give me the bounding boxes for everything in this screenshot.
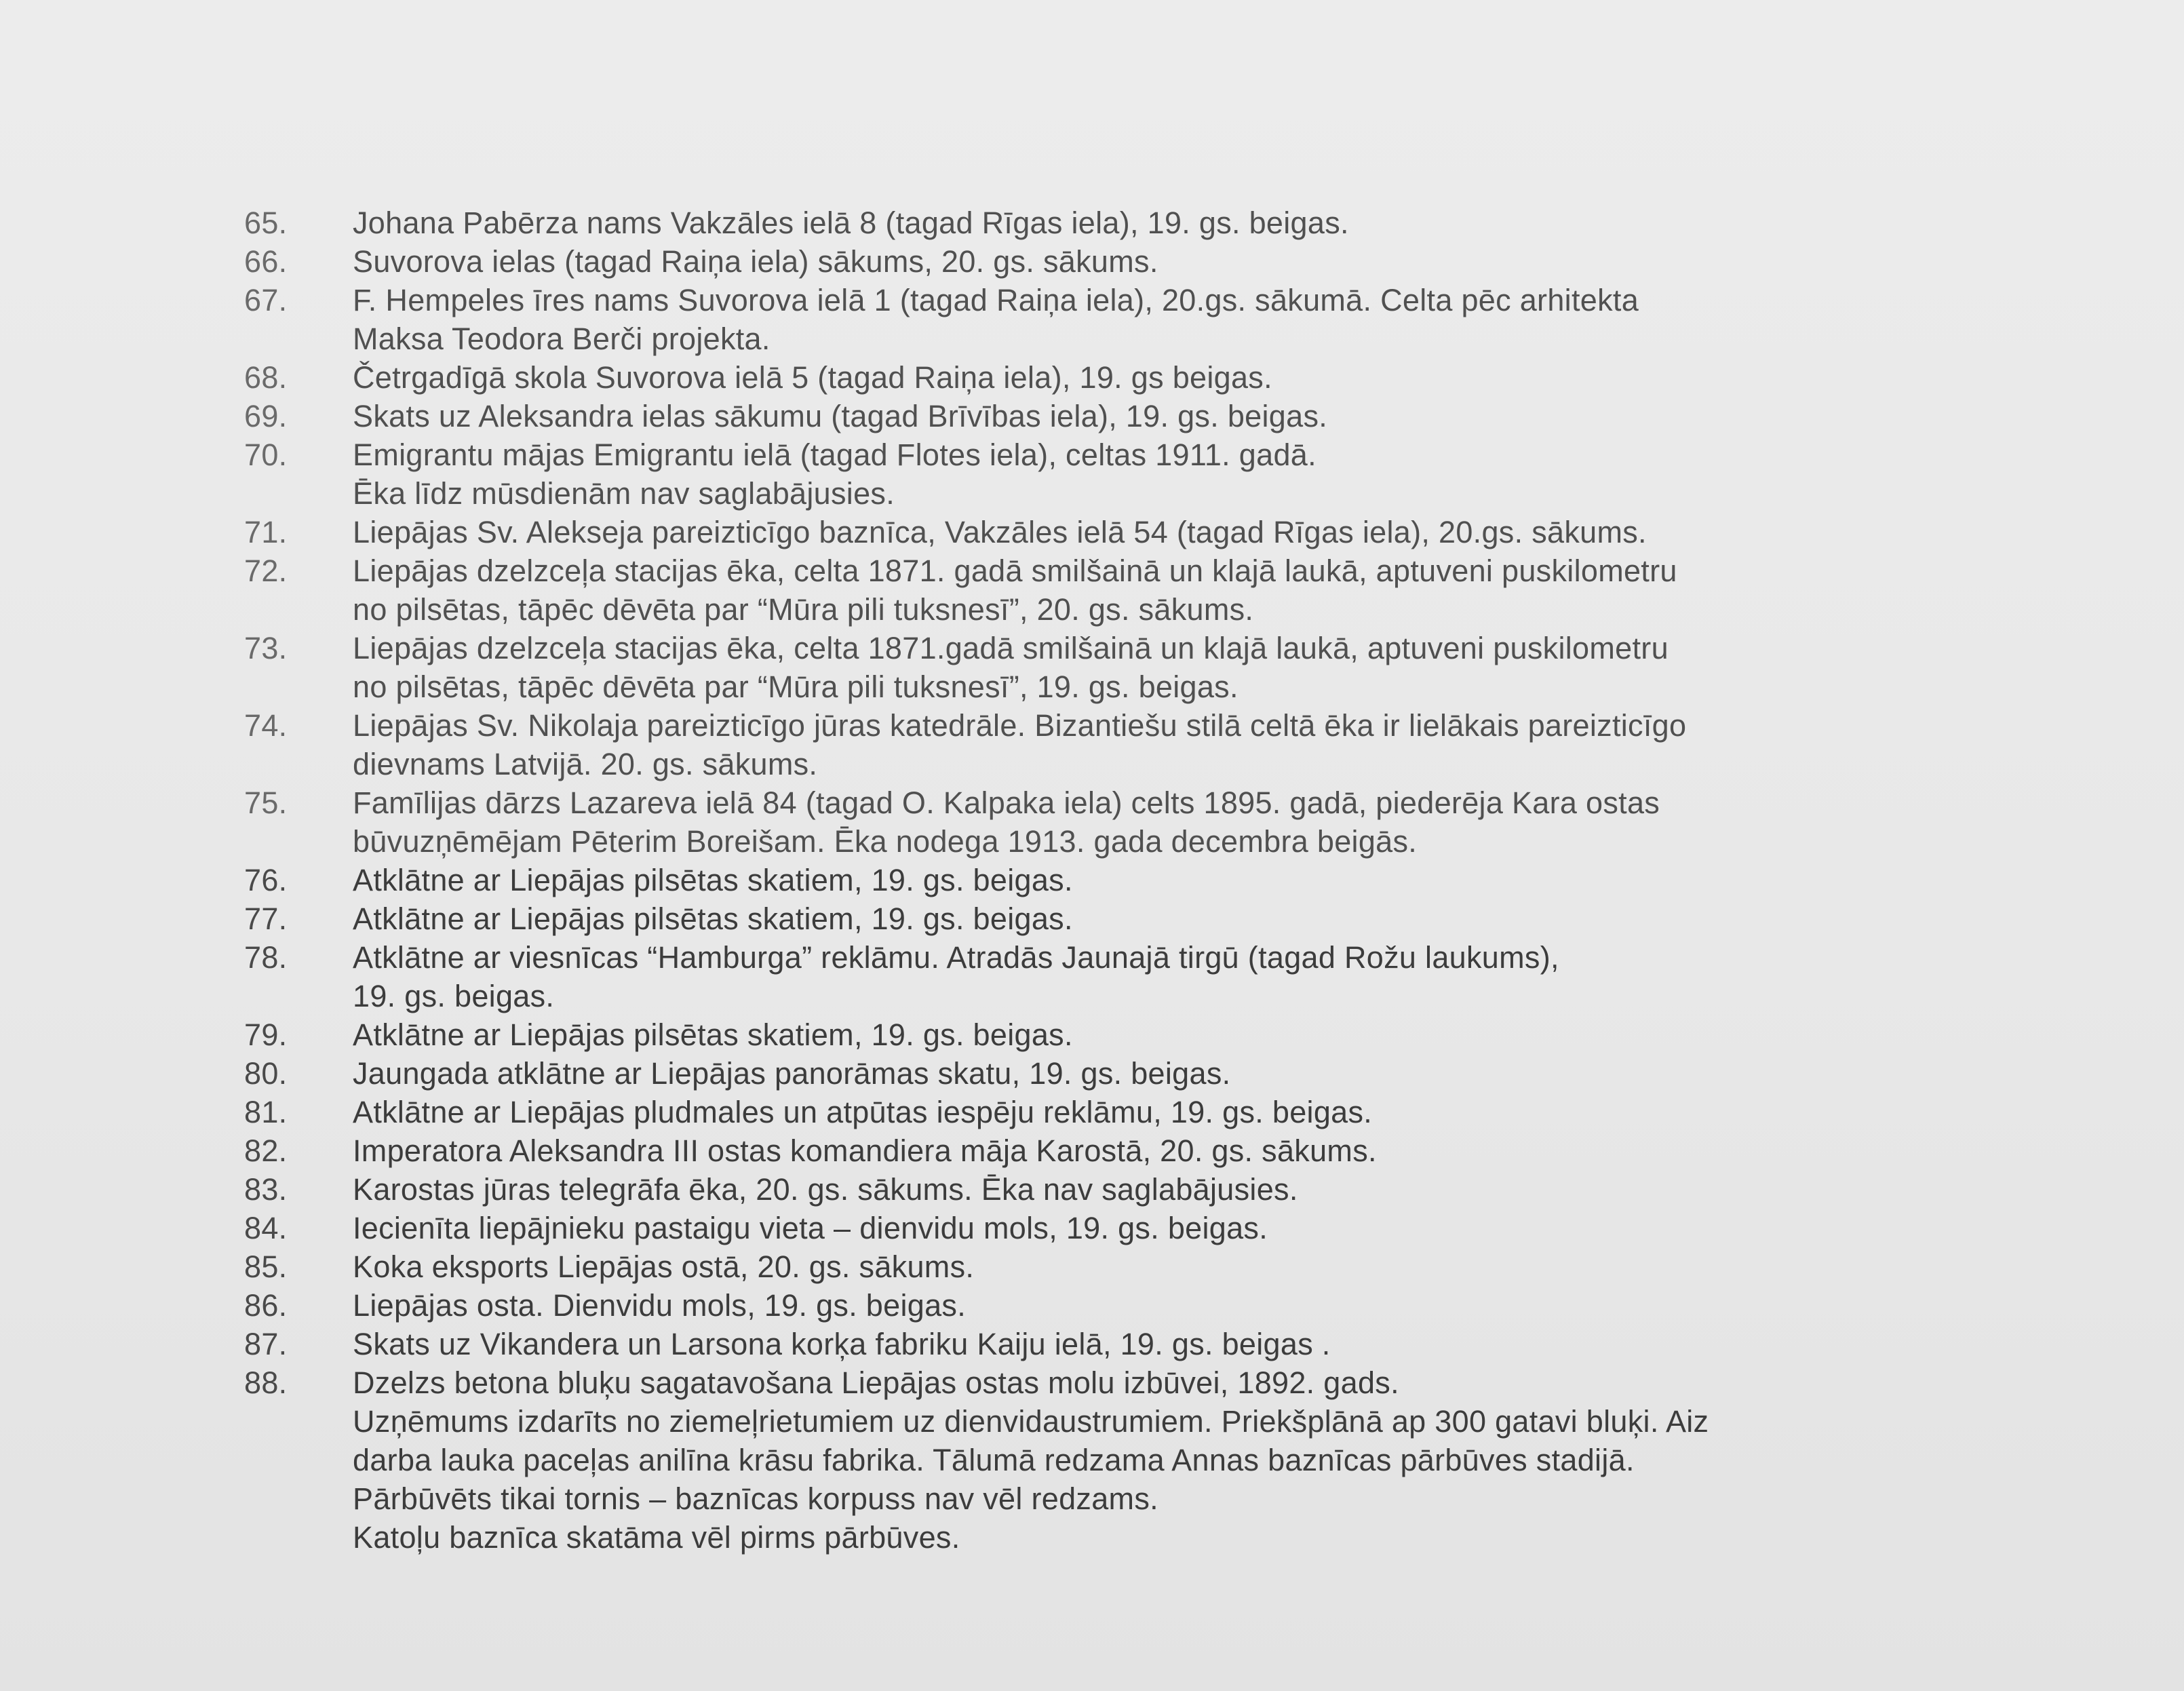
list-item bbox=[244, 1015, 1981, 1054]
item-number: 68. bbox=[244, 360, 288, 395]
list-item bbox=[244, 435, 1981, 513]
item-number: 83. bbox=[244, 1172, 288, 1207]
item-text bbox=[353, 551, 1981, 629]
item-line: Johana Pabērza nams Vakzāles ielā 8 (tagad Rīgas iela), 19. gs. beigas. bbox=[353, 206, 1349, 240]
item-number: 87. bbox=[244, 1327, 288, 1361]
item-line: Pārbūvēts tikai tornis – baznīcas korpuss nav vēl redzams. bbox=[353, 1481, 1158, 1516]
item-line: Atklātne ar Liepājas pilsētas skatiem, 19. gs. beigas. bbox=[353, 863, 1073, 897]
item-text bbox=[353, 203, 1981, 242]
item-line: Liepājas Sv. Nikolaja pareizticīgo jūras katedrāle. Bizantiešu stilā celtā ēka ir lielākais pareizticīgo bbox=[353, 708, 1687, 743]
item-number: 80. bbox=[244, 1056, 288, 1091]
item-line: Suvorova ielas (tagad Raiņa iela) sākums, 20. gs. sākums. bbox=[353, 244, 1158, 279]
item-number: 65. bbox=[244, 206, 288, 240]
list-item bbox=[244, 281, 1981, 358]
item-number: 84. bbox=[244, 1211, 288, 1245]
item-text bbox=[353, 899, 1981, 938]
item-text bbox=[353, 1363, 1981, 1557]
item-number: 74. bbox=[244, 708, 288, 743]
item-text bbox=[353, 397, 1981, 435]
item-number: 75. bbox=[244, 785, 288, 820]
item-text bbox=[353, 1325, 1981, 1363]
item-line: Katoļu baznīca skatāma vēl pirms pārbūves. bbox=[353, 1520, 960, 1555]
item-number: 79. bbox=[244, 1017, 288, 1052]
item-number: 81. bbox=[244, 1095, 288, 1129]
list-item bbox=[244, 1131, 1981, 1170]
list-item bbox=[244, 1247, 1981, 1286]
item-number: 67. bbox=[244, 283, 288, 317]
item-text bbox=[353, 1093, 1981, 1131]
item-number: 86. bbox=[244, 1288, 288, 1323]
item-line: Uzņēmums izdarīts no ziemeļrietumiem uz dienvidaustrumiem. Priekšplānā ap 300 gatavi bluķi. Aiz bbox=[353, 1404, 1709, 1439]
item-line: Iecienīta liepājnieku pastaigu vieta – dienvidu mols, 19. gs. beigas. bbox=[353, 1211, 1268, 1245]
item-text bbox=[353, 281, 1981, 358]
item-line: Atklātne ar viesnīcas “Hamburga” reklāmu. Atradās Jaunajā tirgū (tagad Rožu laukums), bbox=[353, 940, 1559, 975]
item-number: 71. bbox=[244, 515, 288, 549]
list-item bbox=[244, 1325, 1981, 1363]
item-number: 72. bbox=[244, 553, 288, 588]
list-item bbox=[244, 861, 1981, 899]
list-item bbox=[244, 203, 1981, 242]
item-number: 76. bbox=[244, 863, 288, 897]
item-text bbox=[353, 513, 1981, 551]
item-line: Jaungada atklātne ar Liepājas panorāmas skatu, 19. gs. beigas. bbox=[353, 1056, 1231, 1091]
item-line: Atklātne ar Liepājas pilsētas skatiem, 19. gs. beigas. bbox=[353, 1017, 1073, 1052]
list-item bbox=[244, 513, 1981, 551]
item-number: 77. bbox=[244, 901, 288, 936]
item-text bbox=[353, 1015, 1981, 1054]
item-text bbox=[353, 1247, 1981, 1286]
list-item bbox=[244, 938, 1981, 1015]
item-line: Famīlijas dārzs Lazareva ielā 84 (tagad O. Kalpaka iela) celts 1895. gadā, piederēja Kara ostas bbox=[353, 785, 1660, 820]
item-line: no pilsētas, tāpēc dēvēta par “Mūra pili tuksnesī”, 20. gs. sākums. bbox=[353, 592, 1254, 627]
item-number: 82. bbox=[244, 1133, 288, 1168]
item-text bbox=[353, 242, 1981, 281]
item-line: Liepājas dzelzceļa stacijas ēka, celta 1871.gadā smilšainā un klajā laukā, aptuveni puskilometru bbox=[353, 631, 1669, 665]
item-line: Imperatora Aleksandra III ostas komandiera māja Karostā, 20. gs. sākums. bbox=[353, 1133, 1377, 1168]
item-line: no pilsētas, tāpēc dēvēta par “Mūra pili tuksnesī”, 19. gs. beigas. bbox=[353, 669, 1239, 704]
item-number: 85. bbox=[244, 1249, 288, 1284]
item-line: 19. gs. beigas. bbox=[353, 979, 555, 1013]
item-line: darba lauka paceļas anilīna krāsu fabrika. Tālumā redzama Annas baznīcas pārbūves stadijā. bbox=[353, 1443, 1635, 1477]
item-text bbox=[353, 629, 1981, 706]
item-line: Ēka līdz mūsdienām nav saglabājusies. bbox=[353, 476, 895, 511]
list-item bbox=[244, 1054, 1981, 1093]
caption-list bbox=[244, 203, 1981, 1557]
list-item bbox=[244, 358, 1981, 397]
item-line: F. Hempeles īres nams Suvorova ielā 1 (tagad Raiņa iela), 20.gs. sākumā. Celta pēc arhitekta bbox=[353, 283, 1639, 317]
item-number: 69. bbox=[244, 399, 288, 433]
item-text bbox=[353, 938, 1981, 1015]
list-item bbox=[244, 1286, 1981, 1325]
item-number: 88. bbox=[244, 1365, 288, 1400]
item-text bbox=[353, 435, 1981, 513]
item-line: Četrgadīgā skola Suvorova ielā 5 (tagad Raiņa iela), 19. gs beigas. bbox=[353, 360, 1272, 395]
item-line: Karostas jūras telegrāfa ēka, 20. gs. sākums. Ēka nav saglabājusies. bbox=[353, 1172, 1298, 1207]
list-item bbox=[244, 1209, 1981, 1247]
item-line: būvuzņēmējam Pēterim Boreišam. Ēka nodega 1913. gada decembra beigās. bbox=[353, 824, 1418, 859]
item-text bbox=[353, 1209, 1981, 1247]
item-text bbox=[353, 1054, 1981, 1093]
list-item bbox=[244, 629, 1981, 706]
item-line: Liepājas dzelzceļa stacijas ēka, celta 1871. gadā smilšainā un klajā laukā, aptuveni puskilometru bbox=[353, 553, 1677, 588]
item-line: Maksa Teodora Berči projekta. bbox=[353, 322, 771, 356]
list-item bbox=[244, 551, 1981, 629]
item-text bbox=[353, 861, 1981, 899]
list-item bbox=[244, 1093, 1981, 1131]
item-number: 78. bbox=[244, 940, 288, 975]
item-text bbox=[353, 1170, 1981, 1209]
item-text bbox=[353, 358, 1981, 397]
item-line: Skats uz Aleksandra ielas sākumu (tagad Brīvības iela), 19. gs. beigas. bbox=[353, 399, 1328, 433]
item-line: dievnams Latvijā. 20. gs. sākums. bbox=[353, 747, 818, 781]
item-line: Koka eksports Liepājas ostā, 20. gs. sākums. bbox=[353, 1249, 975, 1284]
item-text bbox=[353, 706, 1981, 783]
item-line: Atklātne ar Liepājas pludmales un atpūtas iespēju reklāmu, 19. gs. beigas. bbox=[353, 1095, 1373, 1129]
list-item bbox=[244, 1170, 1981, 1209]
item-line: Emigrantu mājas Emigrantu ielā (tagad Flotes iela), celtas 1911. gadā. bbox=[353, 438, 1317, 472]
item-number: 66. bbox=[244, 244, 288, 279]
item-number: 73. bbox=[244, 631, 288, 665]
item-line: Atklātne ar Liepājas pilsētas skatiem, 19. gs. beigas. bbox=[353, 901, 1073, 936]
item-line: Dzelzs betona bluķu sagatavošana Liepājas ostas molu izbūvei, 1892. gads. bbox=[353, 1365, 1399, 1400]
item-text bbox=[353, 1131, 1981, 1170]
item-line: Liepājas osta. Dienvidu mols, 19. gs. beigas. bbox=[353, 1288, 967, 1323]
list-item bbox=[244, 899, 1981, 938]
list-item bbox=[244, 783, 1981, 861]
list-item bbox=[244, 397, 1981, 435]
list-item bbox=[244, 706, 1981, 783]
item-number: 70. bbox=[244, 438, 288, 472]
item-text bbox=[353, 783, 1981, 861]
list-item bbox=[244, 242, 1981, 281]
item-line: Liepājas Sv. Alekseja pareizticīgo baznīca, Vakzāles ielā 54 (tagad Rīgas iela), 20.gs. sākums. bbox=[353, 515, 1647, 549]
item-text bbox=[353, 1286, 1981, 1325]
list-item bbox=[244, 1363, 1981, 1557]
item-line: Skats uz Vikandera un Larsona korķa fabriku Kaiju ielā, 19. gs. beigas . bbox=[353, 1327, 1331, 1361]
